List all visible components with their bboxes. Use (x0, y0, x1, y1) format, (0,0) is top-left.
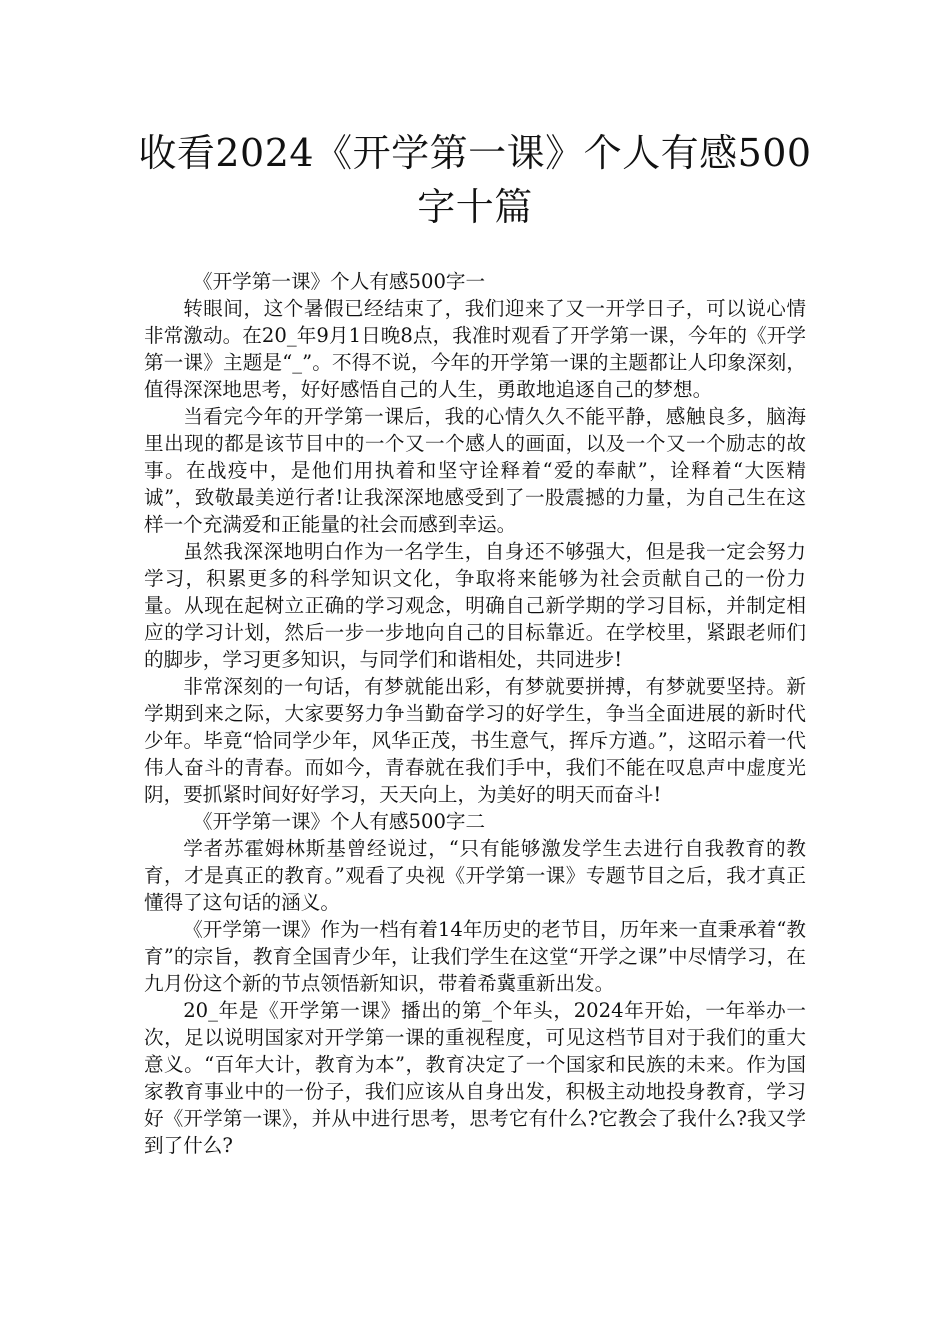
paragraph: 20_年是《开学第一课》播出的第_个年头，2024年开始，一年举办一次，足以说明国家对开学第一课的重视程度，可见这档节目对于我们的重大意义。“百年大计，教育为本”，教育决定了一个国家和民族的未来。作为国家教育事业中的一份子，我们应该从自身出发，积极主动地投身教育，学习好《开学第一课》，并从中进行思考，思考它有什么?它教会了我什么?我又学到了什么? (144, 999, 806, 1157)
paragraph: 《开学第一课》作为一档有着14年历史的老节目，历年来一直秉承着“教育”的宗旨，教育全国青少年，让我们学生在这堂“开学之课”中尽情学习，在九月份这个新的节点领悟新知识，带着希冀重新出发。 (144, 918, 806, 995)
paragraph: 转眼间，这个暑假已经结束了，我们迎来了又一开学日子，可以说心情非常激动。在20_年9月1日晚8点，我准时观看了开学第一课，今年的《开学第一课》主题是“_”。不得不说，今年的开学第一课的主题都让人印象深刻，值得深深地思考，好好感悟自己的人生，勇敢地追逐自己的梦想。 (144, 297, 806, 401)
document-body (144, 268, 806, 1159)
paragraph: 虽然我深深地明白作为一名学生，自身还不够强大，但是我一定会努力学习，积累更多的科学知识文化，争取将来能够为社会贡献自己的一份力量。从现在起树立正确的学习观念，明确自己新学期的学习目标，并制定相应的学习计划，然后一步一步地向自己的目标靠近。在学校里，紧跟老师们的脚步，学习更多知识，与同学们和谐相处，共同进步! (144, 540, 806, 671)
document-title: 收看2024《开学第一课》个人有感500字十篇 (138, 131, 812, 229)
section-heading-2: 《开学第一课》个人有感500字二 (193, 810, 486, 833)
section-heading-1: 《开学第一课》个人有感500字一 (193, 270, 486, 293)
paragraph: 非常深刻的一句话，有梦就能出彩，有梦就要拼搏，有梦就要坚持。新学期到来之际，大家要努力争当勤奋学习的好学生，争当全面进展的新时代少年。毕竟“恰同学少年，风华正茂，书生意气，挥斥方遒。”，这昭示着一代伟人奋斗的青春。而如今，青春就在我们手中，我们不能在叹息声中虚度光阴，要抓紧时间好好学习，天天向上，为美好的明天而奋斗! (144, 675, 806, 806)
paragraph: 当看完今年的开学第一课后，我的心情久久不能平静，感触良多，脑海里出现的都是该节目中的一个又一个感人的画面，以及一个又一个励志的故事。在战疫中，是他们用执着和坚守诠释着“爱的奉献”，诠释着“大医精诚”，致敬最美逆行者!让我深深地感受到了一股震撼的力量，为自己生在这样一个充满爱和正能量的社会而感到幸运。 (144, 405, 806, 536)
paragraph: 学者苏霍姆林斯基曾经说过，“只有能够激发学生去进行自我教育的教育，才是真正的教育。”观看了央视《开学第一课》专题节目之后，我才真正懂得了这句话的涵义。 (144, 837, 806, 914)
